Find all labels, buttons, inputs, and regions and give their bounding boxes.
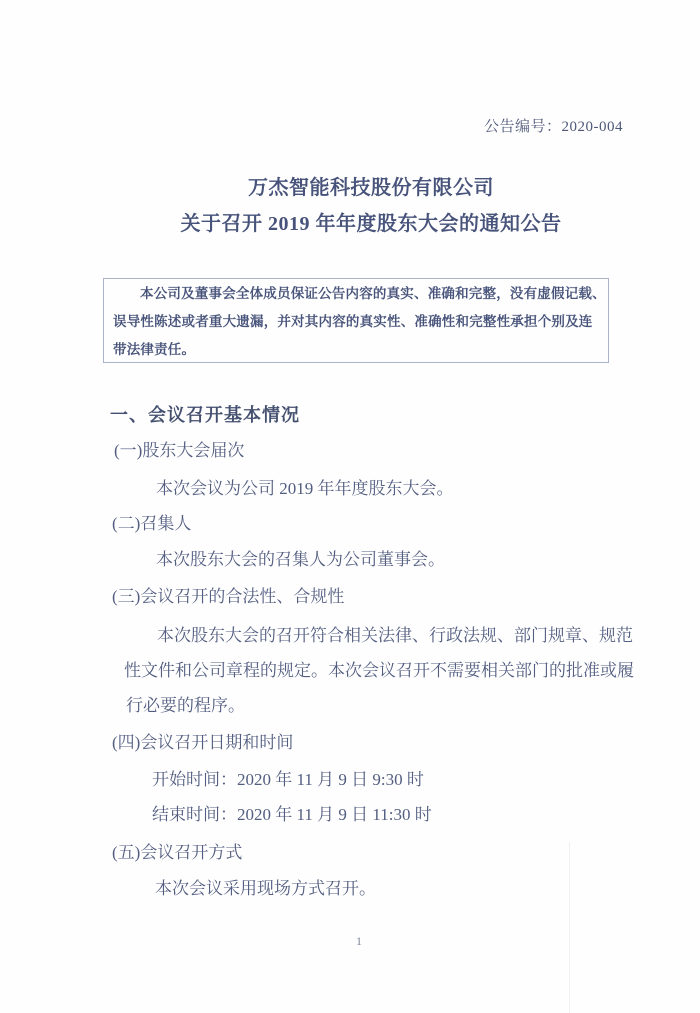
subsection-label-legality: (三)会议召开的合法性、合规性 bbox=[112, 587, 345, 606]
paragraph-legality-line: 行必要的程序。 bbox=[126, 696, 245, 715]
paragraph-convener: 本次股东大会的召集人为公司董事会。 bbox=[156, 550, 445, 569]
company-title: 万杰智能科技股份有限公司 bbox=[248, 177, 494, 199]
paragraph-meeting-method: 本次会议采用现场方式召开。 bbox=[155, 879, 376, 898]
section-heading-basic-info: 一、会议召开基本情况 bbox=[110, 405, 300, 425]
scan-artifact-line bbox=[569, 842, 570, 1013]
subsection-label-meeting-method: (五)会议召开方式 bbox=[112, 843, 243, 862]
subsection-label-date-time: (四)会议召开日期和时间 bbox=[112, 733, 294, 752]
disclaimer-line: 带法律责任。 bbox=[113, 342, 196, 357]
subsection-label-convener: (二)召集人 bbox=[112, 514, 192, 533]
page-number: 1 bbox=[356, 934, 362, 948]
paragraph-meeting-session: 本次会议为公司 2019 年年度股东大会。 bbox=[156, 479, 454, 498]
paragraph-legality-line: 性文件和公司章程的规定。本次会议召开不需要相关部门的批准或履 bbox=[124, 661, 634, 680]
subsection-label-meeting-session: (一)股东大会届次 bbox=[114, 441, 245, 460]
notice-title: 关于召开 2019 年年度股东大会的通知公告 bbox=[180, 213, 562, 235]
announcement-number: 公告编号：2020-004 bbox=[484, 119, 623, 135]
disclaimer-line: 本公司及董事会全体成员保证公告内容的真实、准确和完整，没有虚假记载、 bbox=[140, 286, 606, 301]
paragraph-start-time: 开始时间：2020 年 11 月 9 日 9:30 时 bbox=[152, 770, 424, 789]
disclaimer-line: 误导性陈述或者重大遗漏，并对其内容的真实性、准确性和完整性承担个别及连 bbox=[113, 314, 593, 329]
paragraph-legality-line: 本次股东大会的召开符合相关法律、行政法规、部门规章、规范 bbox=[157, 626, 633, 645]
paragraph-end-time: 结束时间：2020 年 11 月 9 日 11:30 时 bbox=[152, 805, 432, 824]
disclaimer-box bbox=[103, 278, 609, 363]
